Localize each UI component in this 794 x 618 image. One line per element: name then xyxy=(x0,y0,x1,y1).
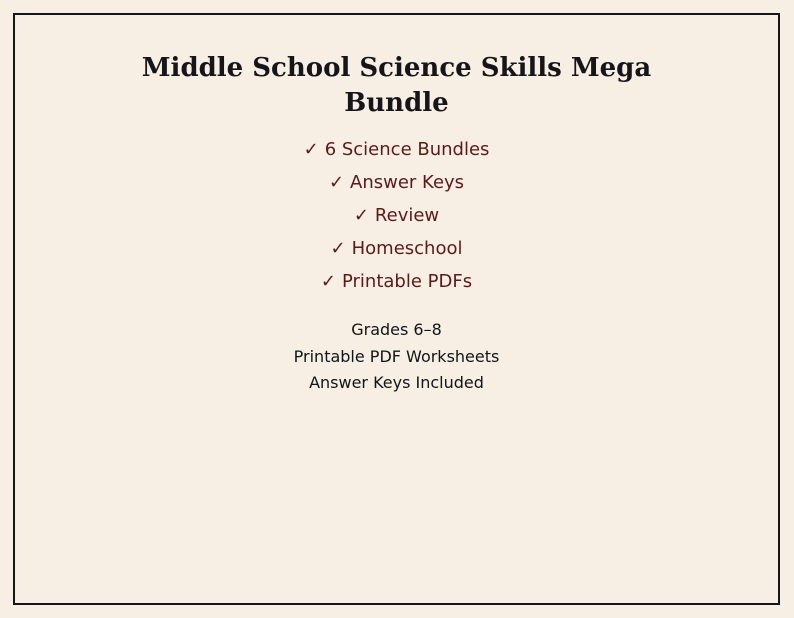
check-icon: ✓ xyxy=(330,238,346,259)
product-details xyxy=(15,317,778,397)
checklist-item xyxy=(15,166,778,199)
checklist-item-label: 6 Science Bundles xyxy=(324,139,490,160)
title-line-2: Bundle xyxy=(344,88,449,118)
check-icon: ✓ xyxy=(303,139,319,160)
checklist-item-label: Printable PDFs xyxy=(341,271,473,292)
title-line-1: Middle School Science Skills Mega xyxy=(141,53,652,83)
checklist-item xyxy=(15,265,778,298)
checklist-item-label: Answer Keys xyxy=(350,172,465,193)
product-card xyxy=(13,13,780,605)
answer-keys-text: Answer Keys Included xyxy=(309,373,484,392)
checklist-item xyxy=(15,199,778,232)
check-icon: ✓ xyxy=(353,205,369,226)
checklist-item xyxy=(15,232,778,265)
format-text: Printable PDF Worksheets xyxy=(293,346,500,366)
checklist-item-label: Review xyxy=(374,205,440,226)
checklist-item-label: Homeschool xyxy=(351,238,463,259)
product-title xyxy=(15,51,778,121)
feature-checklist xyxy=(15,133,778,298)
check-icon: ✓ xyxy=(328,172,345,193)
checklist-item xyxy=(15,133,778,166)
check-icon: ✓ xyxy=(320,271,336,292)
grades-text: Grades 6–8 xyxy=(351,320,442,339)
